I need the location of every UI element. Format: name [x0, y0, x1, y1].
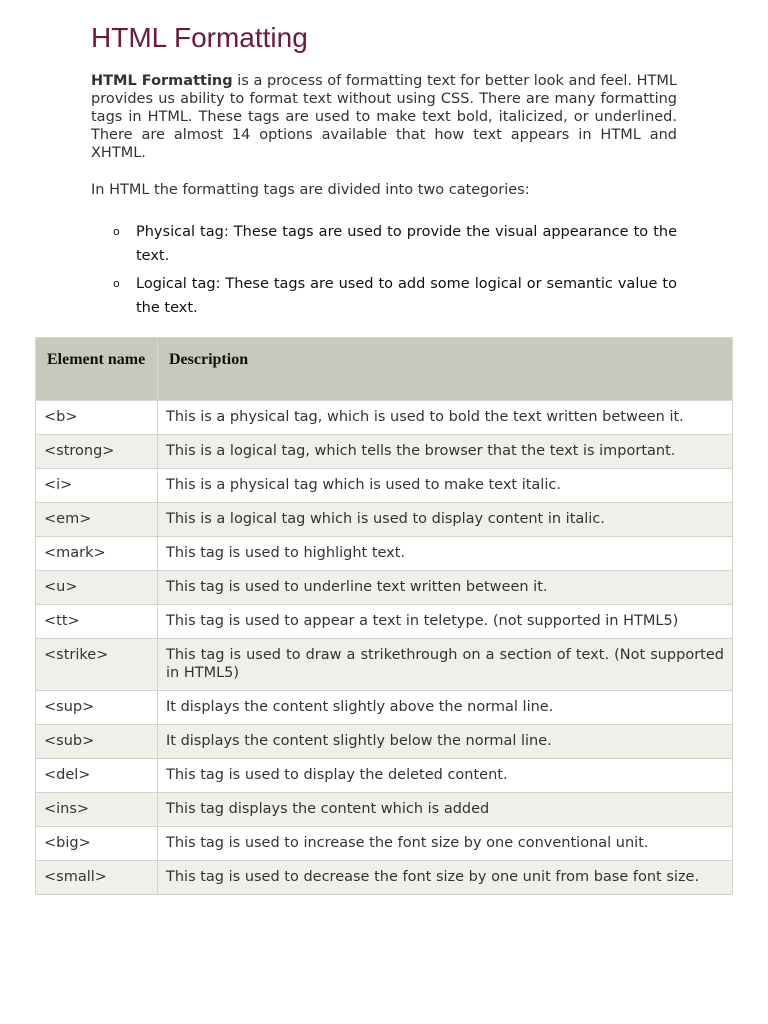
cell-element-name: <sub>	[36, 725, 158, 759]
cell-description: This tag is used to draw a strikethrough on a section of text. (Not supported in HTML5)	[158, 639, 733, 691]
cell-element-name: <strike>	[36, 639, 158, 691]
cell-description: It displays the content slightly above the normal line.	[158, 691, 733, 725]
cell-description: This tag is used to underline text written between it.	[158, 571, 733, 605]
list-item	[91, 272, 677, 320]
table-row	[36, 759, 733, 793]
table-row	[36, 861, 733, 895]
category-list	[91, 220, 677, 324]
bullet-circle-icon: o	[113, 277, 120, 290]
intro-text: is a process of formatting text for better look and feel. HTML provides us ability to format text without using CSS. There are many formatting tags in HTML. These tags are used to make text bold, italicized, or underlined. There are almost 14 options available that how text appears in HTML and XHTML.	[91, 73, 678, 161]
table-row	[36, 605, 733, 639]
categories-intro: In HTML the formatting tags are divided into two categories:	[91, 182, 530, 198]
cell-description: This tag displays the content which is added	[158, 793, 733, 827]
table-row	[36, 725, 733, 759]
table-row	[36, 571, 733, 605]
cell-description: This tag is used to display the deleted content.	[158, 759, 733, 793]
table-row	[36, 827, 733, 861]
cell-description: This tag is used to decrease the font size by one unit from base font size.	[158, 861, 733, 895]
cell-description: This tag is used to appear a text in teletype. (not supported in HTML5)	[158, 605, 733, 639]
table-row	[36, 639, 733, 691]
cell-description: This is a physical tag which is used to make text italic.	[158, 469, 733, 503]
cell-description: This is a logical tag which is used to display content in italic.	[158, 503, 733, 537]
table-row	[36, 435, 733, 469]
cell-element-name: <b>	[36, 401, 158, 435]
cell-element-name: <em>	[36, 503, 158, 537]
cell-element-name: <del>	[36, 759, 158, 793]
cell-element-name: <u>	[36, 571, 158, 605]
header-description: Description	[158, 338, 733, 401]
cell-element-name: <mark>	[36, 537, 158, 571]
formatting-tags-table	[35, 337, 733, 895]
header-element-name: Element name	[36, 338, 158, 401]
cell-element-name: <small>	[36, 861, 158, 895]
cell-element-name: <tt>	[36, 605, 158, 639]
page-title: HTML Formatting	[91, 22, 308, 53]
cell-element-name: <big>	[36, 827, 158, 861]
list-item-text: Logical tag: These tags are used to add some logical or semantic value to the text.	[136, 276, 677, 316]
cell-description: This is a physical tag, which is used to bold the text written between it.	[158, 401, 733, 435]
cell-element-name: <sup>	[36, 691, 158, 725]
list-item	[91, 220, 677, 268]
table-body	[36, 401, 733, 895]
table-header-row	[36, 338, 733, 401]
list-item-text: Physical tag: These tags are used to provide the visual appearance to the text.	[136, 224, 677, 264]
cell-element-name: <i>	[36, 469, 158, 503]
bullet-circle-icon: o	[113, 225, 120, 238]
table-row	[36, 537, 733, 571]
table-row	[36, 503, 733, 537]
table-row	[36, 469, 733, 503]
cell-element-name: <strong>	[36, 435, 158, 469]
cell-description: It displays the content slightly below the normal line.	[158, 725, 733, 759]
table-row	[36, 793, 733, 827]
table-row	[36, 401, 733, 435]
intro-bold-lead: HTML Formatting	[91, 73, 233, 89]
table-row	[36, 691, 733, 725]
cell-description: This tag is used to highlight text.	[158, 537, 733, 571]
intro-paragraph	[91, 72, 677, 162]
cell-element-name: <ins>	[36, 793, 158, 827]
cell-description: This tag is used to increase the font size by one conventional unit.	[158, 827, 733, 861]
cell-description: This is a logical tag, which tells the browser that the text is important.	[158, 435, 733, 469]
